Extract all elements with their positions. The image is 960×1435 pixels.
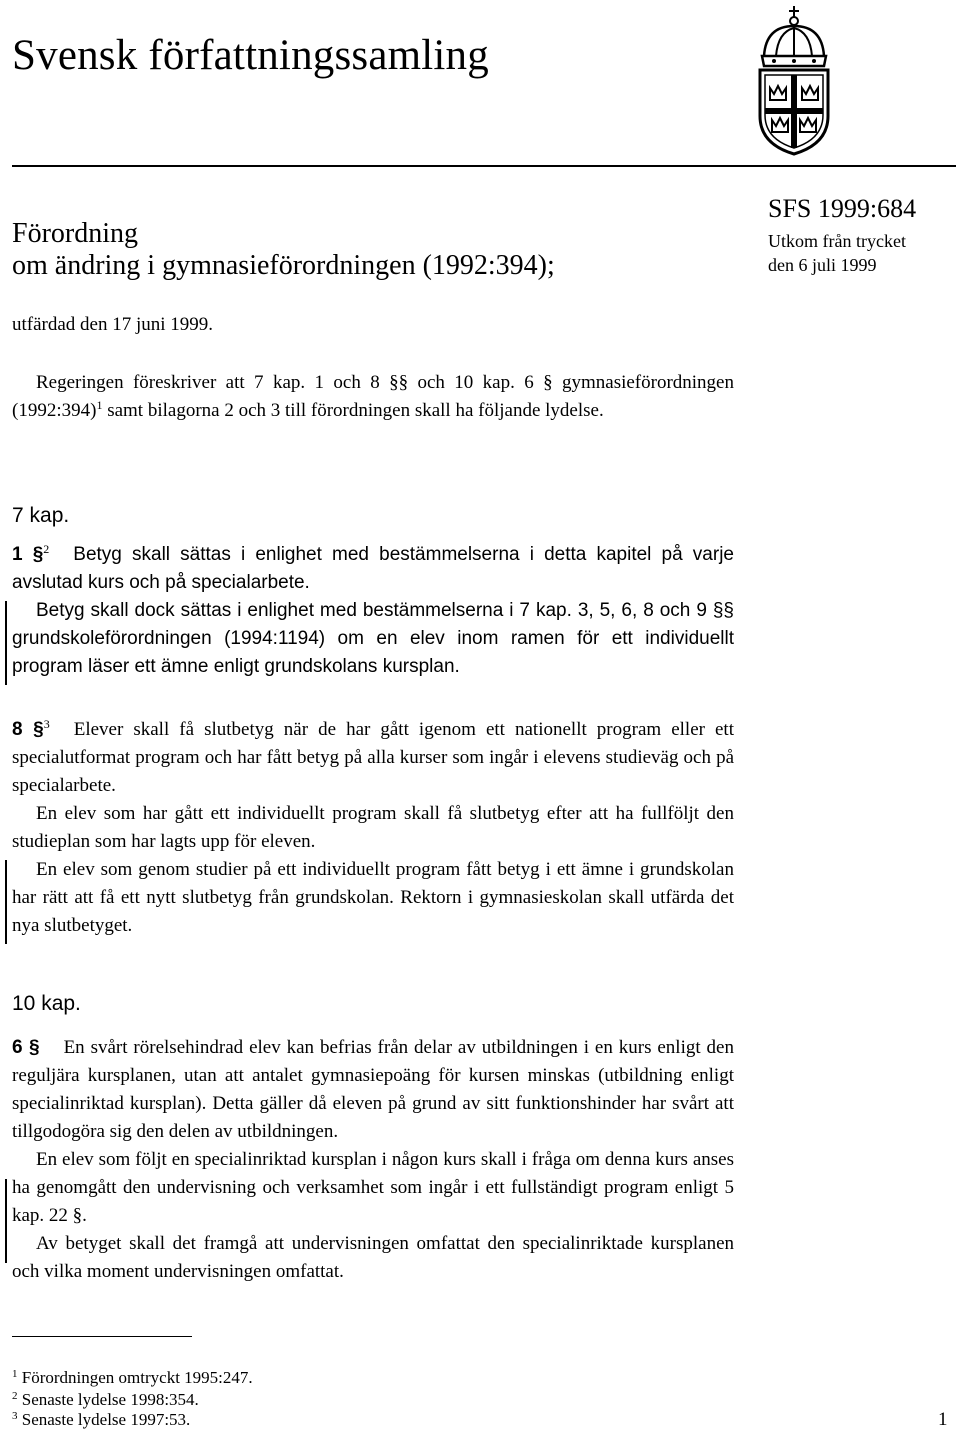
footnote-mark: 1 (12, 1368, 18, 1380)
footnote-text: Senaste lydelse 1998:354. (21, 1390, 199, 1409)
change-bar (5, 860, 7, 944)
page-number: 1 (938, 1409, 948, 1430)
footnote-ref: 1 (96, 398, 103, 412)
published-line1: Utkom från trycket (768, 231, 906, 251)
section-paragraph: Elever skall få slutbetyg när de har gått igenom ett nationellt program eller ett specialutformat program och har fått betyg på alla kurser som ingår i elevens studieväg och på specialarbete. (12, 719, 734, 796)
footnote (12, 1368, 253, 1388)
section-number: 1 § (12, 544, 44, 565)
change-bar (5, 1179, 7, 1263)
section-paragraph: En svårt rörelsehindrad elev kan befrias från delar av utbildningen i en kurs enligt den reguljära kursplanen, utan att antalet gymnasiepoäng för kursen minskas (utbildning enligt specialinriktad kursplan). Detta gäller då eleven på grund av sitt funktionshinder har svårt att tillgodogöra sig den delen av utbildningen. (12, 1037, 734, 1142)
chapter-heading: 10 kap. (12, 992, 81, 1015)
footnote-mark: 2 (12, 1390, 18, 1402)
section-10-6 (12, 1034, 734, 1286)
section-paragraph: En elev som följt en specialinriktad kursplan i någon kurs skall i fråga om denna kurs anses ha genomgått den undervisning och verksamhet som ingår i ett fullständigt program enligt 5 kap. 22 §. (12, 1149, 734, 1226)
preamble-text-a: Regeringen föreskriver att 7 kap. 1 och 8 §§ och 10 kap. 6 § gymnasieförordningen (1992:394) (12, 372, 734, 421)
document-title (12, 218, 555, 282)
section-paragraph: En elev som har gått ett individuellt program skall få slutbetyg efter att ha fullföljt den studieplan som har lagts upp för eleven. (12, 803, 734, 852)
issued-date: utfärdad den 17 juni 1999. (12, 314, 214, 335)
section-paragraph: Av betyget skall det framgå att undervisningen omfattat den specialinriktade kursplanen och vilka moment undervisningen omfattat. (12, 1233, 734, 1282)
collection-title: Svensk författningssamling (12, 32, 489, 79)
footnote-text: Förordningen omtryckt 1995:247. (21, 1368, 253, 1387)
header-divider (12, 165, 956, 167)
footnote (12, 1390, 199, 1410)
section-7-1 (12, 541, 734, 681)
footnote-mark: 3 (12, 1410, 18, 1422)
footnote-ref: 3 (43, 717, 50, 731)
section-7-8 (12, 716, 734, 940)
section-number: 8 § (12, 719, 44, 740)
preamble-text-b: samt bilagorna 2 och 3 till förordningen skall ha följande lydelse. (102, 400, 604, 421)
footnote-divider (12, 1336, 192, 1337)
footnote (12, 1410, 190, 1430)
document-title-line2: om ändring i gymnasieförordningen (1992:394); (12, 250, 555, 281)
section-paragraph: En elev som genom studier på ett individuellt program fått betyg i ett ämne i grundskolan har rätt att få ett nytt slutbetyg från grundskolan. Rektorn i gymnasieskolan skall utfärda det nya slutbetyget. (12, 859, 734, 936)
document-title-line1: Förordning (12, 218, 138, 249)
sfs-number: SFS 1999:684 (768, 194, 917, 223)
section-paragraph: Betyg skall dock sättas i enlighet med bestämmelserna i 7 kap. 3, 5, 6, 8 och 9 §§ grundskoleförordningen (1994:1194) om en elev inom ramen för ett individuellt program läser ett ämne enligt grundskolans kursplan. (12, 600, 734, 677)
published-line2: den 6 juli 1999 (768, 255, 877, 275)
change-bar (5, 601, 7, 685)
footnote-text: Senaste lydelse 1997:53. (21, 1410, 191, 1429)
chapter-heading: 7 kap. (12, 504, 70, 527)
sfs-info (768, 193, 916, 277)
swedish-coat-of-arms-icon (754, 4, 834, 156)
preamble (12, 369, 734, 425)
footnote-ref: 2 (43, 542, 50, 556)
section-number: 6 § (12, 1037, 40, 1058)
section-paragraph: Betyg skall sättas i enlighet med bestämmelserna i detta kapitel på varje avslutad kurs och på specialarbete. (12, 544, 734, 593)
